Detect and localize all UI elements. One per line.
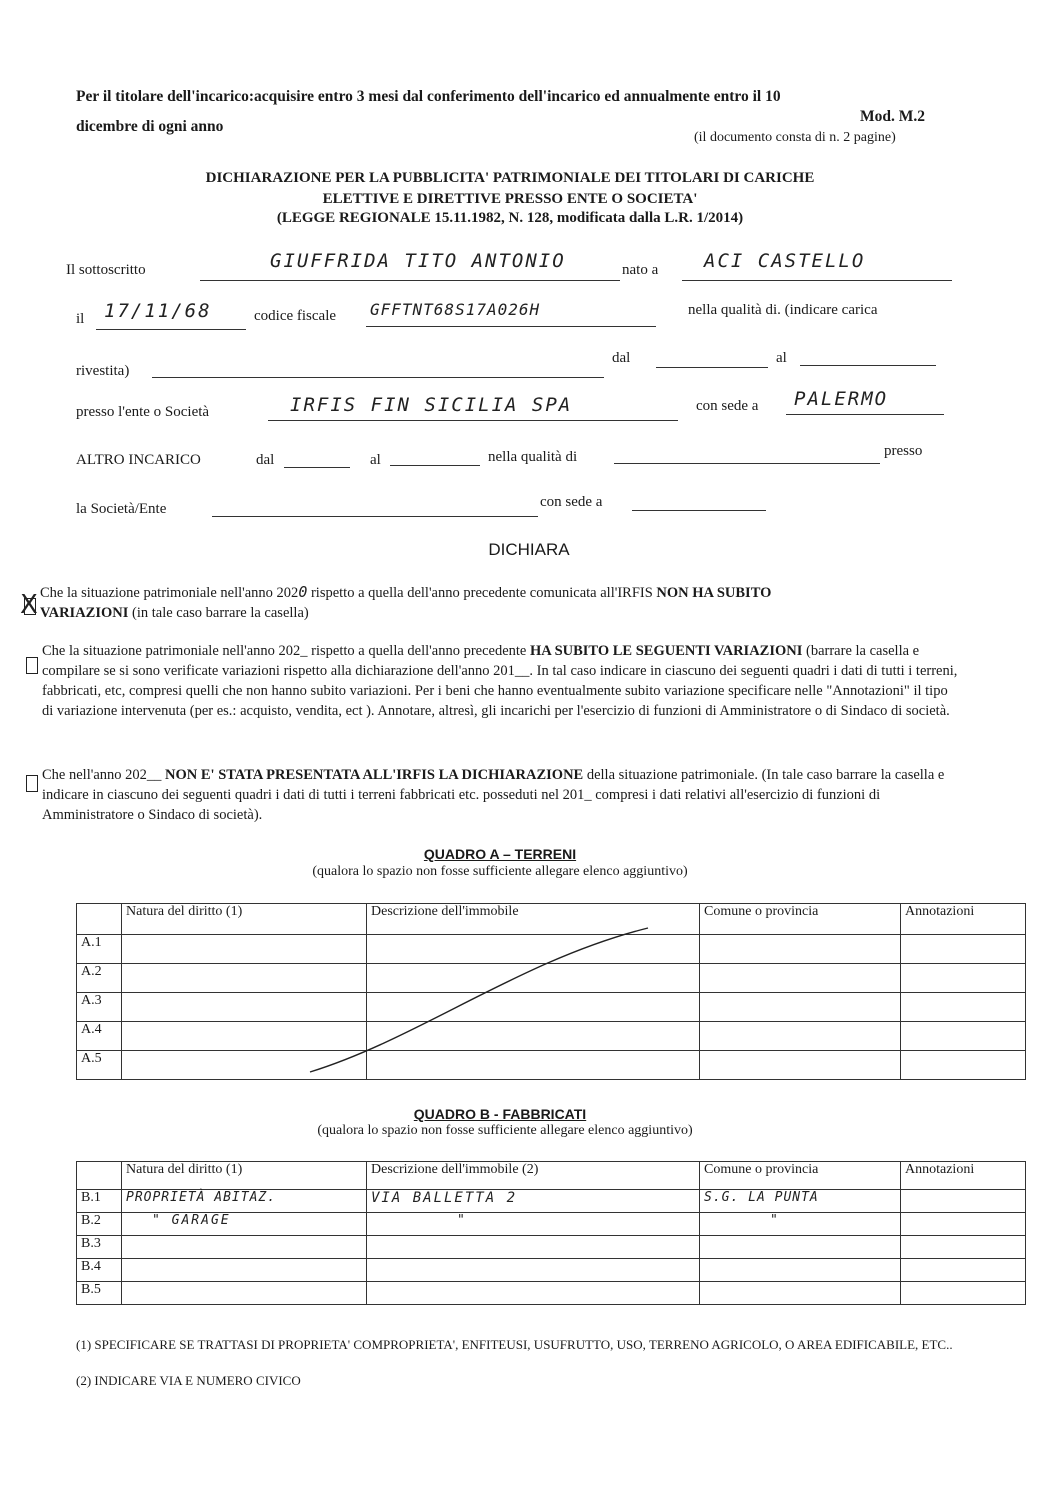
altro-label: ALTRO INCARICO: [76, 452, 201, 468]
altro-presso-label: presso: [884, 443, 923, 459]
dichiara-heading: DICHIARA: [488, 540, 570, 559]
quadro-a-header-natura: Natura del diritto (1): [122, 904, 367, 935]
quadro-b-header-natura: Natura del diritto (1): [122, 1162, 367, 1190]
footnote-2: (2) INDICARE VIA E NUMERO CIVICO: [76, 1373, 301, 1388]
quadro-a-corner: [77, 904, 122, 935]
natura-cell[interactable]: [122, 1259, 367, 1282]
quadro-a-subtitle: (qualora lo spazio non fosse sufficiente allegare elenco aggiuntivo): [312, 864, 688, 879]
annotazioni-cell[interactable]: [901, 1213, 1026, 1236]
row-label: B.3: [77, 1236, 122, 1259]
dal-line[interactable]: [656, 367, 768, 368]
comune-cell[interactable]: ": [700, 1213, 901, 1236]
quadro-b-header-annotazioni: Annotazioni: [901, 1162, 1026, 1190]
nato-value[interactable]: ACI CASTELLO: [704, 250, 866, 272]
natura-cell[interactable]: [122, 1236, 367, 1259]
quadro-a-header-annotazioni: Annotazioni: [901, 904, 1026, 935]
table-row: [77, 1236, 1026, 1259]
header-instruction: Per il titolare dell'incarico:acquisire entro 3 mesi dal conferimento dell'incarico ed annualmente entro il 10: [76, 88, 781, 105]
descrizione-cell[interactable]: [367, 1236, 700, 1259]
natura-cell[interactable]: " GARAGE: [122, 1213, 367, 1236]
row-label: A.1: [77, 935, 122, 964]
descrizione-cell[interactable]: ": [367, 1213, 700, 1236]
sottoscritto-value[interactable]: GIUFFRIDA TITO ANTONIO: [270, 250, 566, 272]
row-label: A.3: [77, 993, 122, 1022]
quadro-b-header-comune: Comune o provincia: [700, 1162, 901, 1190]
nato-label: nato a: [622, 262, 659, 278]
header-instruction-cont: dicembre di ogni anno: [76, 118, 224, 135]
descrizione-cell[interactable]: VIA BALLETTA 2: [367, 1190, 700, 1213]
comune-cell[interactable]: [700, 1236, 901, 1259]
row-label: A.4: [77, 1022, 122, 1051]
annotazioni-cell[interactable]: [901, 1190, 1026, 1213]
quadro-b-table: [76, 1161, 1026, 1305]
annotazioni-cell[interactable]: [901, 1282, 1026, 1305]
il-line: [96, 329, 246, 330]
sede-value[interactable]: PALERMO: [794, 388, 889, 410]
altro-dal-line[interactable]: [284, 467, 350, 468]
table-row: [77, 1190, 1026, 1213]
rivestita-label: rivestita): [76, 363, 130, 379]
quadro-a-header-descrizione: Descrizione dell'immobile: [367, 904, 700, 935]
al-line[interactable]: [800, 365, 936, 366]
option1-mark: X: [20, 590, 38, 620]
annotazioni-cell[interactable]: [901, 1236, 1026, 1259]
dal-label: dal: [612, 350, 631, 366]
altro-qualita-line[interactable]: [614, 463, 880, 464]
annotazioni-cell[interactable]: [901, 1259, 1026, 1282]
cf-line: [366, 326, 656, 327]
descrizione-cell[interactable]: [367, 1259, 700, 1282]
societa-line[interactable]: [212, 516, 538, 517]
sottoscritto-label: Il sottoscritto: [66, 262, 146, 278]
table-row: [77, 1282, 1026, 1305]
quadro-b-header-descrizione: Descrizione dell'immobile (2): [367, 1162, 700, 1190]
rivestita-line[interactable]: [152, 377, 604, 378]
descrizione-cell[interactable]: [367, 1282, 700, 1305]
nato-line: [682, 280, 952, 281]
sede-line: [786, 414, 944, 415]
row-label: B.1: [77, 1190, 122, 1213]
title-line2: ELETTIVE E DIRETTIVE PRESSO ENTE O SOCIETA': [322, 191, 698, 207]
row-label: A.5: [77, 1051, 122, 1080]
option2-checkbox[interactable]: [26, 657, 38, 674]
table-row: [77, 1259, 1026, 1282]
comune-cell[interactable]: [700, 1259, 901, 1282]
sottoscritto-line: [200, 280, 620, 281]
row-label: B.2: [77, 1213, 122, 1236]
row-label: A.2: [77, 964, 122, 993]
title-line3: (LEGGE REGIONALE 15.11.1982, N. 128, modificata dalla L.R. 1/2014): [276, 210, 744, 226]
footnote-1: (1) SPECIFICARE SE TRATTASI DI PROPRIETA' COMPROPRIETA', ENFITEUSI, USUFRUTTO, USO, TERRENO AGRICOLO, O AREA EDIFICABILE, ETC..: [76, 1337, 953, 1352]
presso-value[interactable]: IRFIS FIN SICILIA SPA: [290, 394, 573, 416]
comune-cell[interactable]: [700, 1282, 901, 1305]
title-line1: DICHIARAZIONE PER LA PUBBLICITA' PATRIMONIALE DEI TITOLARI DI CARICHE: [205, 170, 815, 186]
altro-dal-label: dal: [256, 452, 275, 468]
il-value[interactable]: 17/11/68: [104, 300, 212, 322]
cf-value[interactable]: GFFTNT68S17A026H: [370, 300, 541, 319]
row-label: B.5: [77, 1282, 122, 1305]
quadro-b-subtitle: (qualora lo spazio non fosse sufficiente allegare elenco aggiuntivo): [317, 1123, 693, 1138]
row-label: B.4: [77, 1259, 122, 1282]
altro-al-label: al: [370, 452, 381, 468]
option3-checkbox[interactable]: [26, 775, 38, 792]
pages-note: (il documento consta di n. 2 pagine): [694, 130, 896, 145]
societa-sede-label: con sede a: [540, 494, 603, 510]
qualita-label: nella qualità di. (indicare carica: [688, 302, 878, 318]
presso-line: [268, 420, 678, 421]
natura-cell[interactable]: PROPRIETÀ ABITAZ.: [122, 1190, 367, 1213]
al-label: al: [776, 350, 787, 366]
societa-sede-line[interactable]: [632, 510, 766, 511]
quadro-b-title: QUADRO B - FABBRICATI: [413, 1106, 587, 1122]
quadro-a-title: QUADRO A – TERRENI: [423, 846, 577, 862]
mod-label: Mod. M.2: [860, 108, 926, 125]
presso-label: presso l'ente o Società: [76, 404, 210, 420]
quadro-b-header-row: [77, 1162, 1026, 1190]
il-label: il: [76, 311, 85, 327]
natura-cell[interactable]: [122, 1282, 367, 1305]
altro-al-line[interactable]: [390, 465, 480, 466]
cf-label: codice fiscale: [254, 308, 337, 324]
quadro-b-corner: [77, 1162, 122, 1190]
table-row: [77, 1213, 1026, 1236]
sede-label: con sede a: [696, 398, 759, 414]
quadro-a-header-comune: Comune o provincia: [700, 904, 901, 935]
option1-text: Che la situazione patrimoniale nell'anno 2020 rispetto a quella dell'anno precedente comunicata all'IRFIS NON HA SUBITO VARIAZIONI (in tale caso barrare la casella): [40, 583, 772, 621]
societa-label: la Società/Ente: [76, 501, 167, 517]
cancel-stroke: [300, 920, 660, 1080]
option3-text: Che nell'anno 202__ NON E' STATA PRESENTATA ALL'IRFIS LA DICHIARAZIONE della situazione patrimoniale. (In tale caso barrare la casella e indicare in ciascuno dei seguenti quadri i dati di tutti i terreni fabbricati etc. posseduti nel 201_ compresi i dati relativi all'esercizio di funzioni di Amministratore o Sindaco di società).: [42, 767, 945, 823]
comune-cell[interactable]: S.G. LA PUNTA: [700, 1190, 901, 1213]
altro-qualita-label: nella qualità di: [488, 449, 578, 465]
option2-text: Che la situazione patrimoniale nell'anno 202_ rispetto a quella dell'anno precedente HA SUBITO LE SEGUENTI VARIAZIONI (barrare la casella e compilare se si sono verificate variazioni rispetto alla dichiarazione dell'anno 201__. In tal caso indicare in ciascuno dei seguenti quadri i dati di tutti i terreni, fabbricati, etc, compresi quelli che non hanno subito variazioni. Per i beni che hanno eventualmente subito variazione specificare nelle "Annotazioni" il tipo di variazione intervenuta (per es.: acquisto, vendita, ect ). Annotare, altresì, gli incarichi per l'esercizio di funzioni di Amministratore o di Sindaco di società.: [42, 643, 958, 719]
